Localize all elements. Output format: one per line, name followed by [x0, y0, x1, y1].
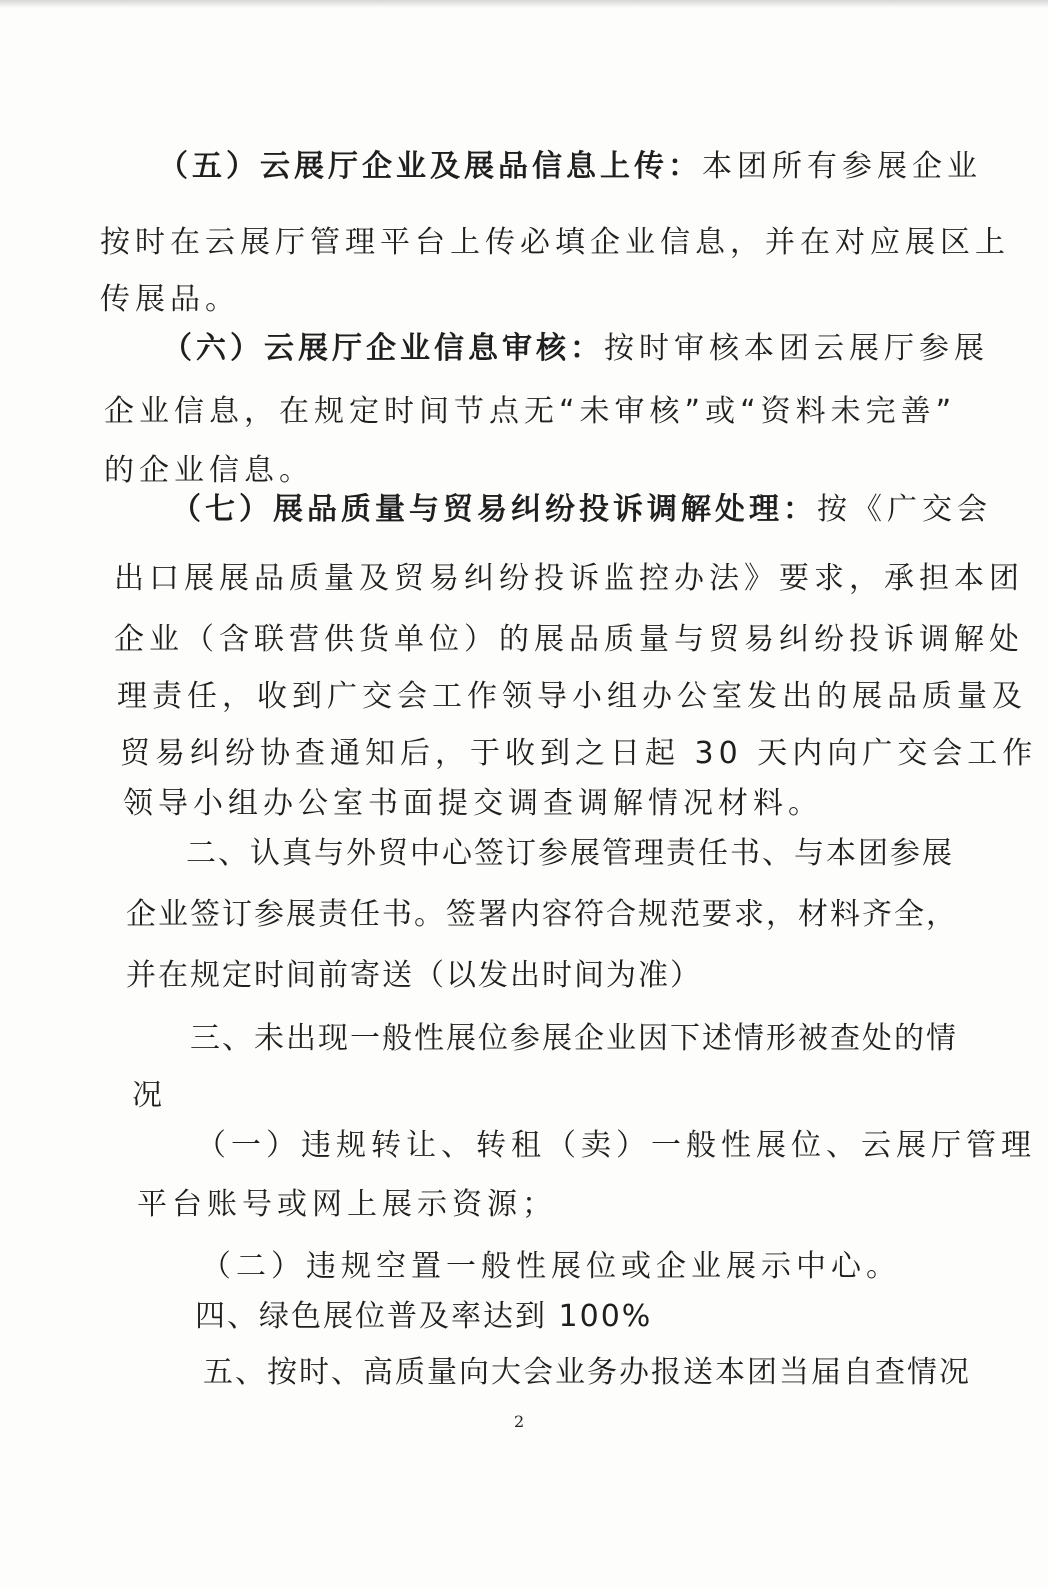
item-3-sub-1-line-1: （一）违规转让、转租（卖）一般性展位、云展厅管理 [196, 1128, 1036, 1163]
section-6-line-2: 企业信息，在规定时间节点无“未审核”或“资料未完善” [104, 394, 957, 429]
section-6-line-3: 的企业信息。 [104, 453, 314, 488]
section-7-heading: （七）展品质量与贸易纠纷投诉调解处理： [171, 492, 817, 527]
section-7-line-2: 出口展展品质量及贸易纠纷投诉监控办法》要求，承担本团 [114, 561, 1024, 596]
section-6-line-1-text: 按时审核本团云展厅参展 [604, 331, 989, 366]
page-number: 2 [514, 1412, 525, 1431]
section-6-heading: （六）云展厅企业信息审核： [162, 331, 604, 366]
section-7-line-5: 贸易纠纷协查通知后，于收到之日起 30 天内向广交会工作 [120, 736, 1038, 771]
section-5-line-1-text: 本团所有参展企业 [702, 149, 982, 184]
item-3-line-2: 况 [132, 1078, 164, 1113]
item-3-sub-2: （二）违规空置一般性展位或企业展示中心。 [201, 1249, 901, 1284]
item-4: 四、绿色展位普及率达到 100% [195, 1299, 653, 1334]
section-7-line-4: 理责任，收到广交会工作领导小组办公室发出的展品质量及 [117, 679, 1027, 714]
item-2-line-2: 企业签订参展责任书。签署内容符合规范要求，材料齐全， [126, 897, 958, 932]
item-2-line-1: 二、认真与外贸中心签订参展管理责任书、与本团参展 [186, 836, 954, 871]
section-7-line-1 [171, 490, 992, 530]
section-5-line-1 [158, 147, 982, 187]
item-3-line-1: 三、未出现一般性展位参展企业因下述情形被查处的情 [190, 1021, 958, 1056]
section-5-line-3: 传展品。 [100, 282, 240, 317]
section-5-heading: （五）云展厅企业及展品信息上传： [158, 149, 702, 184]
section-7-line-6: 领导小组办公室书面提交调查调解情况材料。 [123, 786, 823, 821]
section-7-line-3: 企业（含联营供货单位）的展品质量与贸易纠纷投诉调解处 [114, 622, 1024, 657]
item-2-line-3: 并在规定时间前寄送（以发出时间为准） [126, 958, 702, 993]
scan-top-edge [0, 0, 1048, 8]
section-5-line-2: 按时在云展厅管理平台上传必填企业信息，并在对应展区上 [100, 225, 1010, 260]
section-7-line-1-text: 按《广交会 [817, 492, 992, 527]
item-5: 五、按时、高质量向大会业务办报送本团当届自查情况 [203, 1355, 971, 1390]
section-6-line-1 [162, 329, 989, 369]
item-3-sub-1-line-2: 平台账号或网上展示资源； [137, 1187, 557, 1222]
